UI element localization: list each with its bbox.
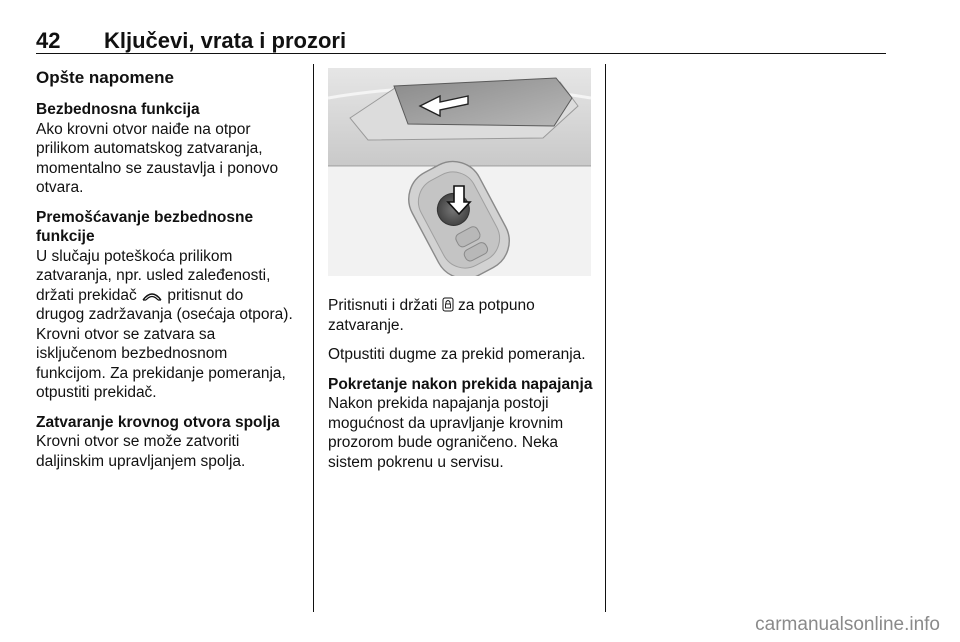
chapter-title: Ključevi, vrata i prozori	[104, 28, 347, 53]
override-paragraph	[36, 247, 306, 403]
text-fragment: Pritisnuti i držati	[328, 297, 442, 314]
text-line-with-icon	[36, 286, 306, 306]
text-line: prozorom bude ograničeno. Neka	[328, 434, 559, 451]
text-line: sistem pokrenu u servisu.	[328, 453, 504, 471]
text-line: Ako krovni otvor naiđe na otpor	[36, 120, 251, 138]
exterior-heading: Zatvaranje krovnog otvora spolja	[36, 413, 280, 431]
text-line: U slučaju poteškoća prilikom	[36, 247, 233, 265]
text-line: zatvaranje.	[328, 316, 404, 334]
text-line: zatvaranja, npr. usled zaleđenosti,	[36, 267, 271, 284]
text-line: Krovni otvor se zatvara sa	[36, 325, 216, 343]
safety-paragraph	[36, 120, 306, 198]
text-line: Nakon prekida napajanja postoji	[328, 395, 549, 412]
text-fragment: držati prekidač	[36, 286, 142, 304]
text-line: otpustiti prekidač.	[36, 384, 157, 401]
column-divider-left	[313, 64, 314, 612]
text-line: daljinskim upravljanjem spolja.	[36, 452, 246, 470]
key-lock-button-icon	[442, 297, 454, 312]
text-line: isključenom bezbednosnom	[36, 345, 228, 362]
text-line: Premošćavanje bezbednosne	[36, 208, 254, 226]
text-line: funkcije	[36, 228, 95, 245]
text-line: momentalno se zaustavlja i ponovo	[36, 159, 279, 177]
text-fragment: za potpuno	[453, 297, 535, 314]
text-fragment: pritisnut do	[163, 286, 244, 304]
release-paragraph	[328, 345, 598, 365]
text-line-with-icon	[328, 296, 598, 316]
sunroof-glass	[394, 78, 572, 126]
sunroof-key-illustration	[328, 68, 591, 276]
page-number: 42	[36, 28, 61, 53]
left-column	[36, 100, 306, 481]
text-line: otvara.	[36, 179, 84, 196]
press-paragraph	[328, 296, 598, 335]
watermark: carmanualsonline.info	[755, 614, 940, 635]
header-rule	[36, 53, 886, 54]
column-divider-right	[605, 64, 606, 612]
text-line: Otpustiti dugme za prekid pomeranja.	[328, 346, 586, 363]
text-line: drugog zadržavanja (osećaja otpora).	[36, 306, 293, 323]
right-column	[328, 296, 598, 482]
sunroof-switch-icon	[141, 290, 163, 302]
override-heading	[36, 208, 306, 247]
power-paragraph	[328, 394, 598, 472]
exterior-paragraph	[36, 432, 306, 471]
text-line: funkcijom. Za prekidanje pomeranja,	[36, 364, 286, 382]
text-line: mogućnost da upravljanje krovnim	[328, 414, 564, 432]
text-line: prilikom automatskog zatvaranja,	[36, 140, 263, 157]
section-title: Opšte napomene	[36, 68, 174, 87]
safety-heading: Bezbednosna funkcija	[36, 101, 200, 118]
text-line: Krovni otvor se može zatvoriti	[36, 433, 240, 450]
power-heading: Pokretanje nakon prekida napajanja	[328, 375, 593, 393]
